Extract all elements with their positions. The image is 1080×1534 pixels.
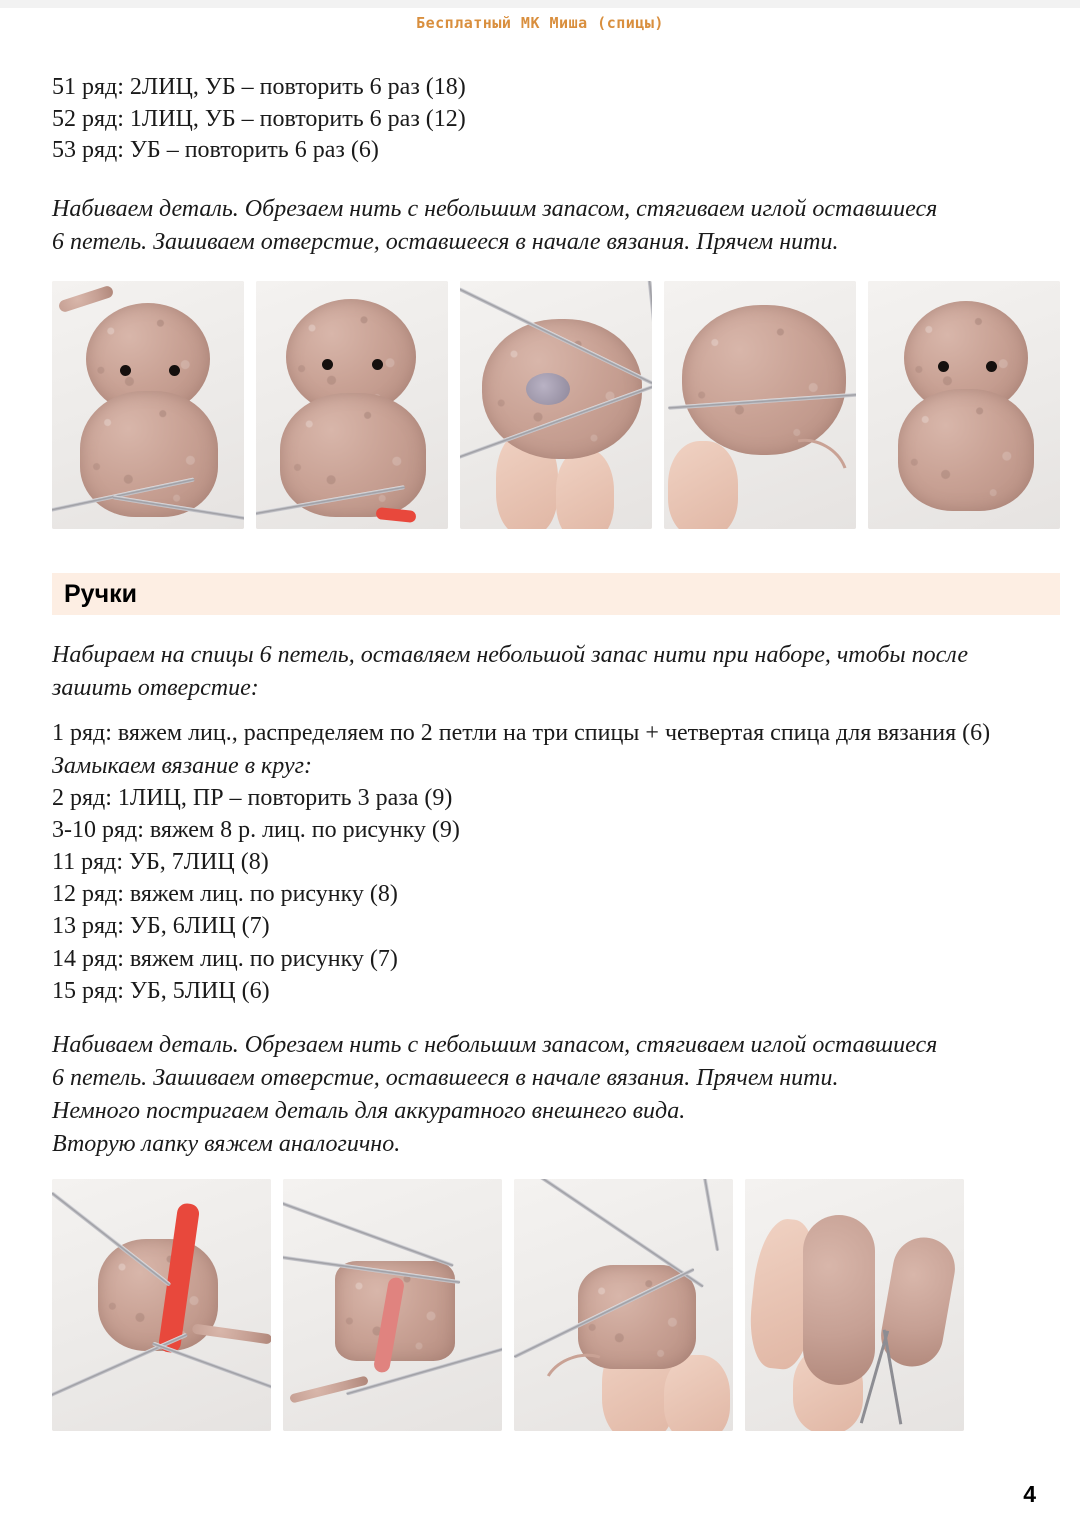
arms-row-line: 11 ряд: УБ, 7ЛИЦ (8) [52, 849, 269, 876]
head-rows-block [52, 72, 1060, 167]
arms-row-line: 13 ряд: УБ, 6ЛИЦ (7) [52, 913, 270, 940]
arms-note-line: Немного постригаем деталь для аккуратного внешнего вида. [52, 1098, 686, 1125]
photo-row-arms [52, 1179, 1060, 1431]
photo-arm-needles [283, 1179, 502, 1431]
page-top-strip [0, 0, 1080, 8]
arms-row-line: 15 ряд: УБ, 5ЛИЦ (6) [52, 977, 270, 1004]
arms-row-line: Замыкаем вязание в круг: [52, 752, 312, 779]
photo-arm-caston [52, 1179, 271, 1431]
hand-fingers [668, 441, 738, 529]
photo-head-front [52, 281, 244, 529]
yarn-texture [682, 305, 846, 455]
section-heading-arms [52, 573, 1060, 615]
doll-head-shape [682, 305, 846, 455]
photo-arm-hand [514, 1179, 733, 1431]
photo-arm-trim [745, 1179, 964, 1431]
head-row-line: 53 ряд: УБ – повторить 6 раз (6) [52, 137, 379, 164]
arms-rows-block [52, 717, 1060, 1006]
page-content [52, 72, 1060, 1431]
section-heading-label: Ручки [64, 579, 137, 608]
arms-note-block [52, 1029, 1060, 1161]
arms-intro-line: зашить отверстие: [52, 675, 259, 702]
head-note-line: Набиваем деталь. Обрезаем нить с небольшим запасом, стягиваем иглой оставшиеся [52, 196, 938, 223]
photo-stuffing [460, 281, 652, 529]
yarn-texture [280, 393, 426, 517]
photo-head-side [256, 281, 448, 529]
page-header-title: Бесплатный МК Миша (спицы) [416, 14, 664, 32]
page-number: 4 [1023, 1481, 1036, 1507]
doll-body-shape [898, 389, 1034, 511]
arm-piece-held [803, 1215, 875, 1385]
arms-note-line: Вторую лапку вяжем аналогично. [52, 1131, 401, 1158]
photo-closing [664, 281, 856, 529]
head-note-block [52, 193, 1060, 259]
head-note-line: 6 петель. Зашиваем отверстие, оставшееся в начале вязания. Прячем нити. [52, 229, 839, 256]
photo-head-done [868, 281, 1060, 529]
hand-fingers [556, 449, 614, 529]
arms-intro-block [52, 639, 1060, 705]
doll-body-shape [280, 393, 426, 517]
arms-row-line: 2 ряд: 1ЛИЦ, ПР – повторить 3 раза (9) [52, 784, 453, 811]
head-row-line: 51 ряд: 2ЛИЦ, УБ – повторить 6 раз (18) [52, 74, 466, 100]
arms-note-line: Набиваем деталь. Обрезаем нить с небольшим запасом, стягиваем иглой оставшиеся [52, 1031, 938, 1058]
yarn-texture [898, 389, 1034, 511]
arms-row-line: 12 ряд: вяжем лиц. по рисунку (8) [52, 881, 398, 908]
photo-row-head [52, 281, 1060, 529]
stuffing-opening [526, 373, 570, 405]
arms-row-line: 1 ряд: вяжем лиц., распределяем по 2 петли на три спицы + четвертая спица для вязания (6) [52, 720, 991, 747]
head-row-line: 52 ряд: 1ЛИЦ, УБ – повторить 6 раз (12) [52, 105, 466, 132]
arms-intro-line: Набираем на спицы 6 петель, оставляем небольшой запас нити при наборе, чтобы после [52, 642, 969, 669]
arms-row-line: 3-10 ряд: вяжем 8 р. лиц. по рисунку (9) [52, 816, 460, 843]
arms-note-line: 6 петель. Зашиваем отверстие, оставшееся в начале вязания. Прячем нити. [52, 1064, 839, 1091]
arms-row-line: 14 ряд: вяжем лиц. по рисунку (7) [52, 945, 398, 972]
